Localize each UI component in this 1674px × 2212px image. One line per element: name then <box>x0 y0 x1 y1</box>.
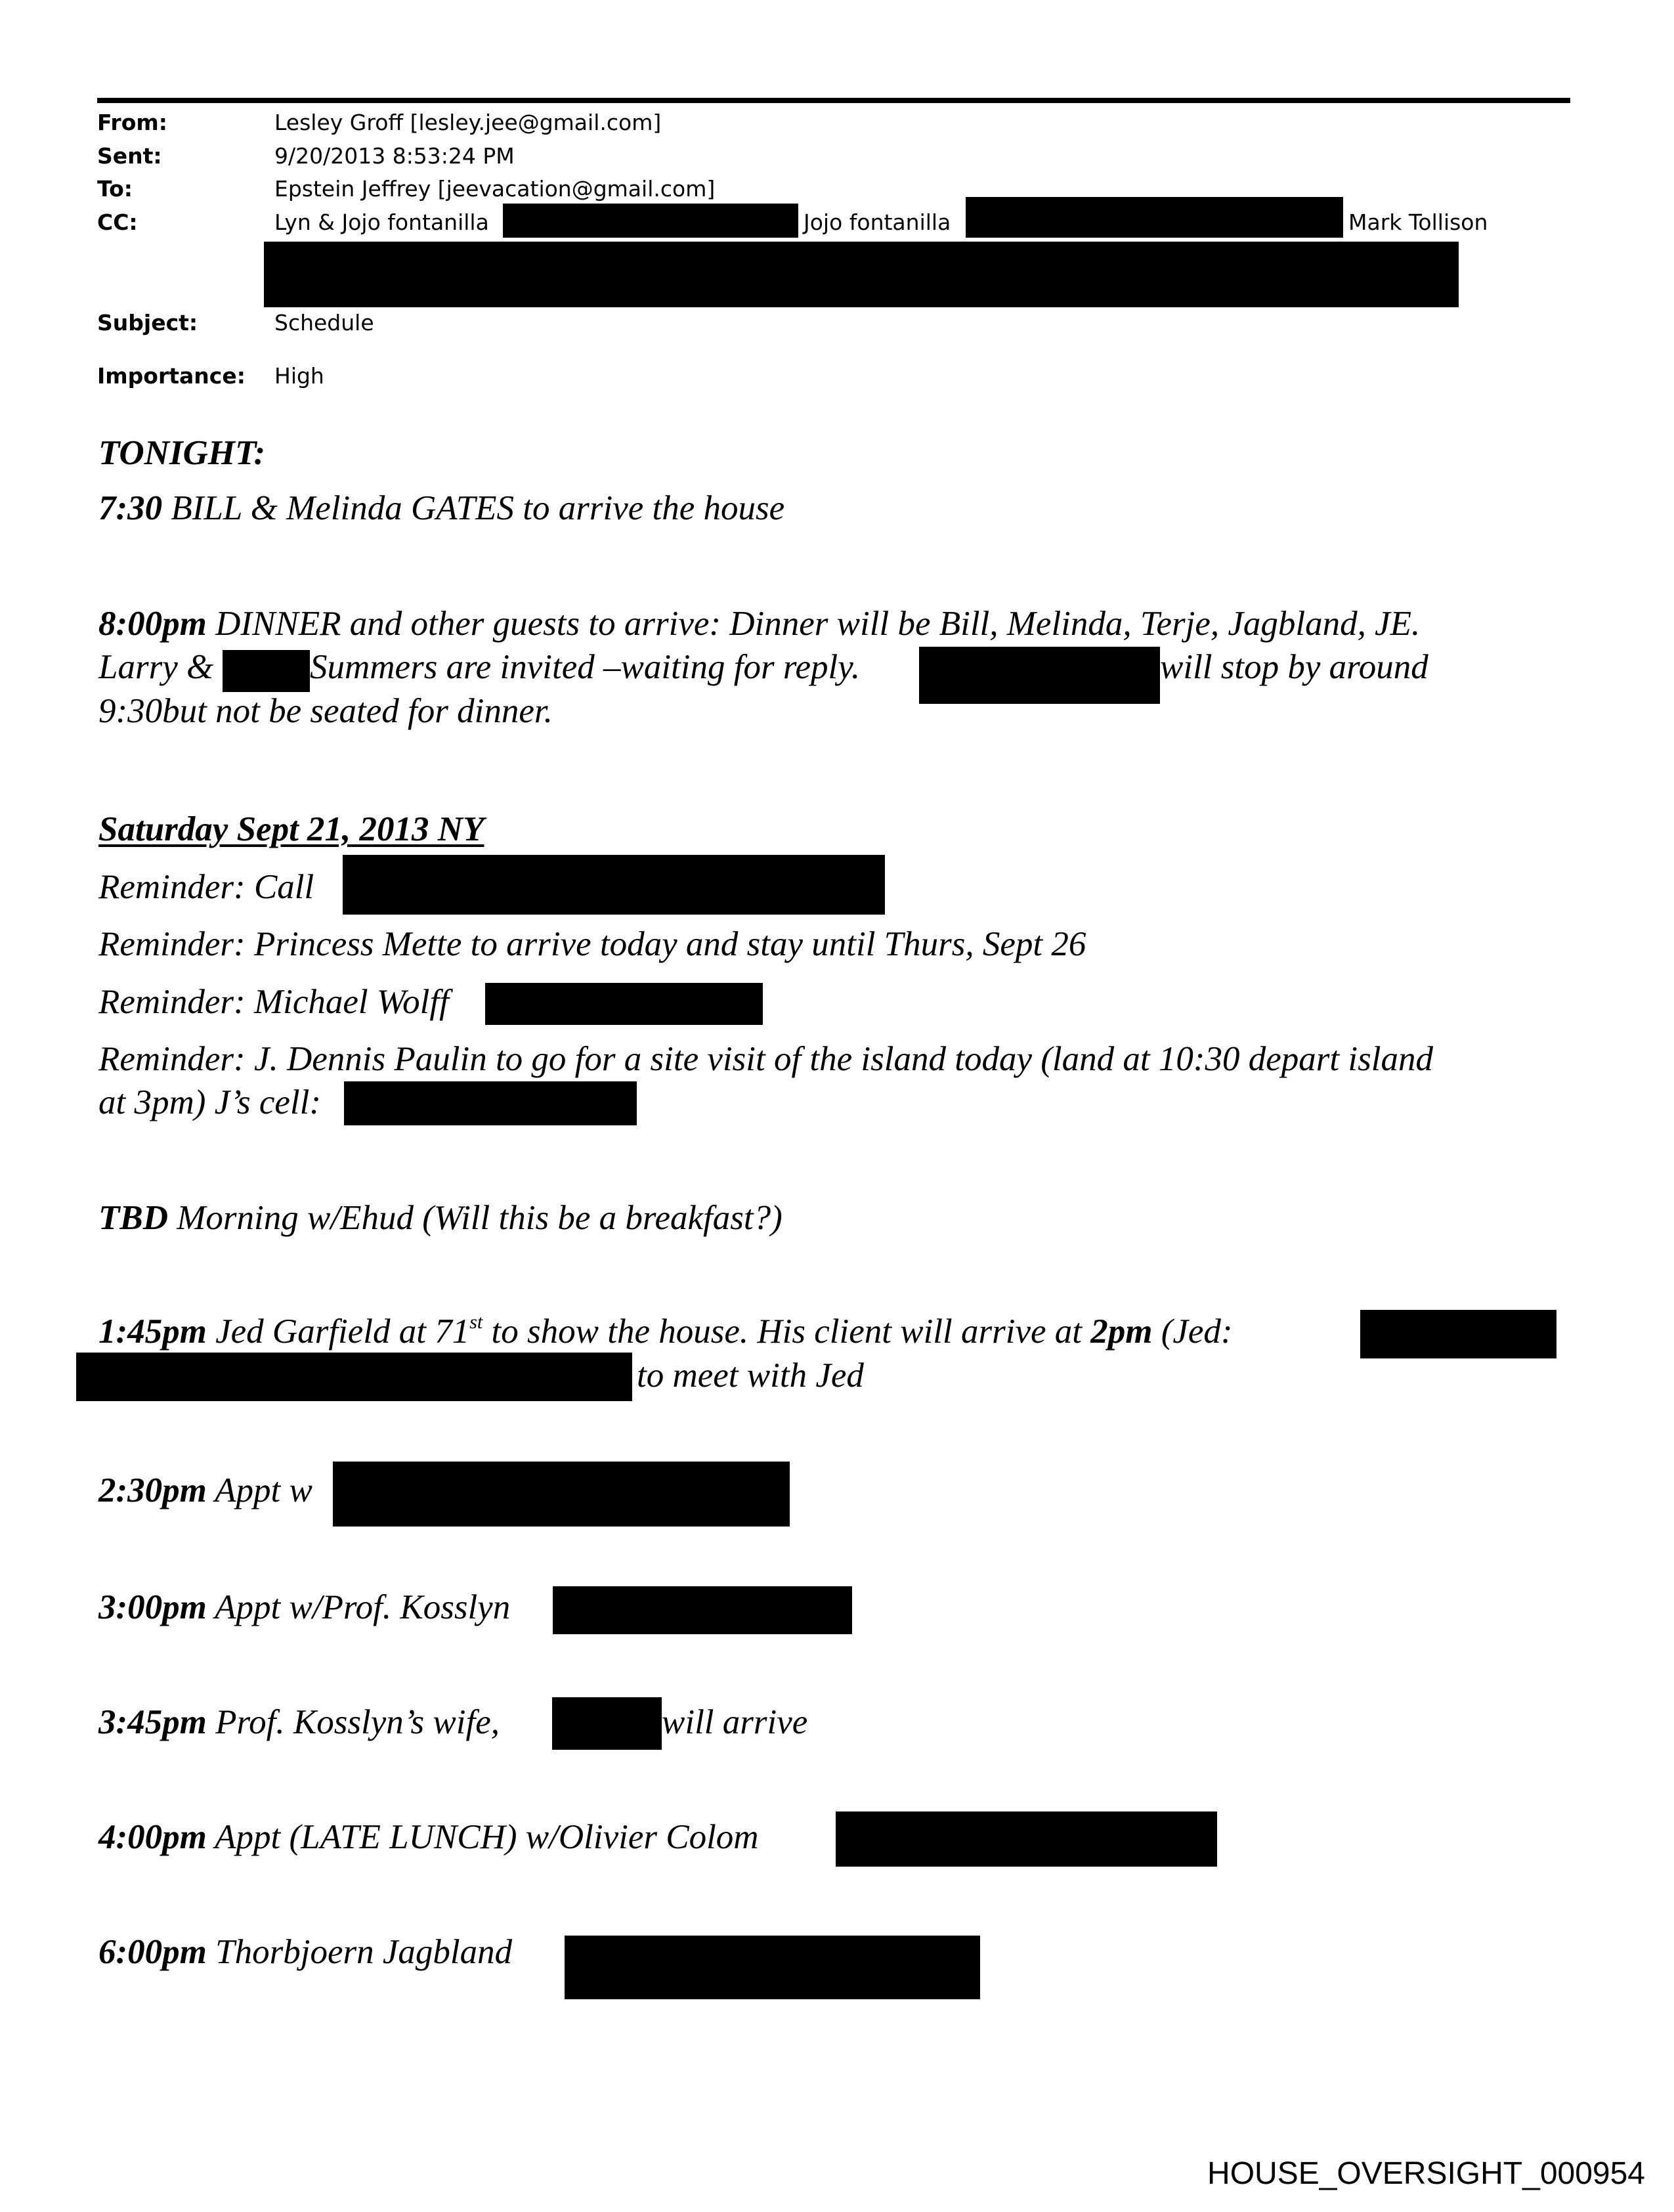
cc-recipient: Lyn & Jojo fontanilla <box>274 209 489 235</box>
schedule-entry <box>98 487 784 530</box>
schedule-entry <box>98 1586 510 1629</box>
entry-time: 3:45pm <box>98 1703 207 1741</box>
bates-number: HOUSE_OVERSIGHT_000954 <box>1207 2156 1645 2191</box>
redaction-block <box>553 1586 852 1634</box>
redaction-block <box>344 1081 637 1125</box>
from-label: From: <box>97 110 167 135</box>
entry-continuation: Summers are invited –waiting for reply. <box>310 648 861 686</box>
tonight-heading: TONIGHT: <box>98 434 266 472</box>
entry-text: Appt w/Prof. Kosslyn <box>215 1588 511 1626</box>
entry-time: 7:30 <box>98 489 163 527</box>
entry-time: 3:00pm <box>98 1588 207 1626</box>
schedule-entry <box>98 1469 312 1512</box>
sent-value: 9/20/2013 8:53:24 PM <box>274 143 515 169</box>
entry-text: DINNER and other guests to arrive: Dinner will be Bill, Melinda, Terje, Jagbland, JE. <box>215 605 1421 643</box>
from-value: Lesley Groff [lesley.jee@gmail.com] <box>274 110 662 135</box>
schedule-entry <box>98 1196 783 1240</box>
redaction-block <box>343 855 885 915</box>
saturday-heading: Saturday Sept 21, 2013 NY <box>98 810 484 848</box>
importance-value: High <box>274 363 324 389</box>
entry-continuation: will stop by around <box>1160 648 1428 686</box>
to-value: Epstein Jeffrey [jeevacation@gmail.com] <box>274 176 716 202</box>
reminder: Reminder: Michael Wolff <box>98 983 449 1021</box>
entry-text: Appt (LATE LUNCH) w/Olivier Colom <box>215 1818 759 1856</box>
entry-continuation: will arrive <box>662 1703 808 1741</box>
reminder: at 3pm) J’s cell: <box>98 1083 322 1121</box>
subject-label: Subject: <box>97 310 198 336</box>
importance-label: Importance: <box>97 363 246 389</box>
reminder: Reminder: J. Dennis Paulin to go for a site visit of the island today (land at 10:30 depart island <box>98 1040 1433 1078</box>
redaction-block <box>503 204 798 238</box>
redaction-block <box>966 197 1343 238</box>
redaction-block <box>264 242 1459 307</box>
header-rule <box>97 98 1570 103</box>
redaction-block <box>76 1353 632 1401</box>
cc-recipient: Jojo fontanilla <box>804 209 951 235</box>
redaction-block <box>836 1811 1217 1867</box>
to-label: To: <box>97 176 133 202</box>
redaction-block <box>333 1462 790 1527</box>
schedule-entry <box>98 1815 759 1859</box>
entry-time: 2:30pm <box>98 1471 207 1509</box>
redaction-block <box>919 647 1160 704</box>
entry-time: 6:00pm <box>98 1933 207 1971</box>
schedule-entry <box>98 1701 500 1744</box>
subject-value: Schedule <box>274 310 374 336</box>
entry-text: Appt w <box>215 1471 312 1509</box>
entry-time: 1:45pm <box>98 1312 207 1351</box>
reminder: Reminder: Princess Mette to arrive today and stay until Thurs, Sept 26 <box>98 925 1086 963</box>
cc-recipient: Mark Tollison <box>1348 209 1488 235</box>
entry-continuation: to meet with Jed <box>637 1356 864 1395</box>
entry-time: 4:00pm <box>98 1818 207 1856</box>
cc-label: CC: <box>97 209 138 235</box>
sent-label: Sent: <box>97 143 162 169</box>
reminder: Reminder: Call <box>98 868 314 906</box>
entry-continuation: Larry & <box>98 648 214 686</box>
redaction-block <box>485 983 763 1025</box>
entry-text: Prof. Kosslyn’s wife, <box>215 1703 500 1741</box>
entry-text: Morning w/Ehud (Will this be a breakfast?) <box>177 1199 783 1237</box>
schedule-entry <box>98 1930 512 1974</box>
redaction-block <box>1360 1310 1556 1358</box>
schedule-entry <box>98 602 1420 645</box>
schedule-entry: 1:45pm Jed Garfield at 71st to show the house. His client will arrive at 2pm (Jed: <box>98 1311 1233 1351</box>
entry-text: BILL & Melinda GATES to arrive the house <box>171 489 785 527</box>
entry-time: TBD <box>98 1199 168 1237</box>
entry-time: 8:00pm <box>98 605 207 643</box>
redaction-block <box>552 1697 662 1750</box>
redaction-block <box>565 1936 980 1999</box>
entry-text: Thorbjoern Jagbland <box>215 1933 513 1971</box>
redaction-block <box>223 650 310 692</box>
entry-continuation: 9:30but not be seated for dinner. <box>98 692 553 730</box>
